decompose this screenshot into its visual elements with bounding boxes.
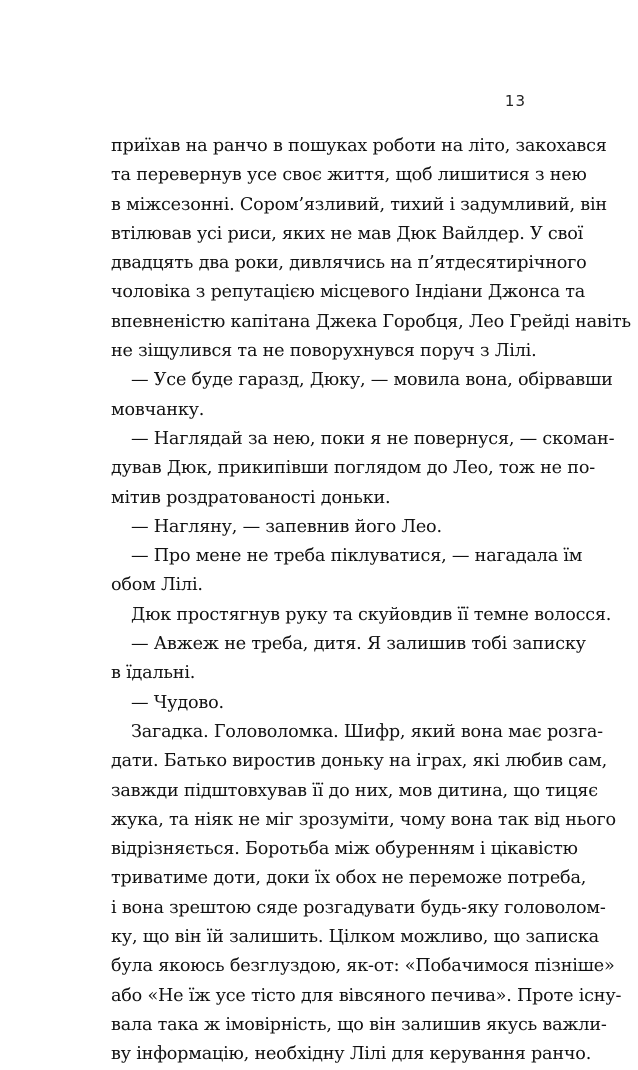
text-line: ву інформацію, необхідну Лілі для керування ранчо.: [111, 1044, 592, 1065]
text-line: втілював усі риси, яких не мав Дюк Вайлдер. У свої: [111, 223, 584, 244]
text-line: триватиме доти, доки їх обох не переможе потреба,: [111, 868, 587, 889]
text-line: Дюк простягнув руку та скуйовдив її темне волосся.: [131, 604, 612, 625]
text-line: приїхав на ранчо в пошуках роботи на літо, закохався: [111, 136, 607, 156]
body-text: [111, 132, 631, 1070]
text-line: чоловіка з репутацією місцевого Індіани Джонса та: [111, 282, 586, 303]
text-line: була якоюсь безглуздою, як-от: «Побачимося пізніше»: [111, 956, 615, 977]
text-line: — Про мене не треба піклуватися, — нагадала їм: [131, 546, 583, 567]
text-line: мовчанку.: [111, 399, 205, 420]
text-line: Загадка. Головоломка. Шифр, який вона має розга-: [131, 721, 603, 742]
text-line: впевненістю капітана Джека Горобця, Лео Грейді навіть: [111, 311, 631, 332]
text-line: жука, та ніяк не міг зрозуміти, чому вона так від нього: [111, 809, 616, 830]
text-line: — Чудово.: [131, 692, 224, 713]
text-line: — Наглядай за нею, поки я не повернуся, — скоман-: [131, 428, 615, 449]
text-line: в міжсезонні. Сором’язливий, тихий і задумливий, він: [111, 194, 607, 215]
text-line: — Авжеж не треба, дитя. Я залишив тобі записку: [131, 634, 586, 655]
text-line: не зіщулився та не поворухнувся поруч з Лілі.: [111, 341, 537, 362]
text-line: завжди підштовхував її до них, мов дитина, що тицяє: [111, 780, 598, 801]
page-number: 13: [504, 92, 526, 110]
text-line: — Нагляну, — запевнив його Лео.: [131, 516, 442, 537]
text-line: вала така ж імовірність, що він залишив якусь важли-: [111, 1014, 607, 1035]
text-line: відрізняється. Боротьба між обуренням і цікавістю: [111, 839, 578, 860]
text-line: обом Лілі.: [111, 575, 203, 596]
text-line: в їдальні.: [111, 663, 196, 684]
text-line: дував Дюк, прикипівши поглядом до Лео, тож не по-: [111, 458, 595, 479]
text-line: мітив роздратованості доньки.: [111, 487, 391, 508]
text-line: дати. Батько виростив доньку на іграх, які любив сам,: [111, 751, 608, 772]
text-line: або «Не їж усе тісто для вівсяного печива». Проте існу-: [111, 985, 622, 1006]
text-line: і вона зрештою сяде розгадувати будь-яку головолом-: [111, 897, 606, 918]
text-line: — Усе буде гаразд, Дюку, — мовила вона, обірвавши: [131, 370, 613, 391]
text-line: та перевернув усе своє життя, щоб лишитися з нею: [111, 165, 587, 186]
text-line: ку, що він їй залишить. Цілком можливо, що записка: [111, 927, 599, 948]
text-line: двадцять два роки, дивлячись на п’ятдесятирічного: [111, 253, 587, 274]
